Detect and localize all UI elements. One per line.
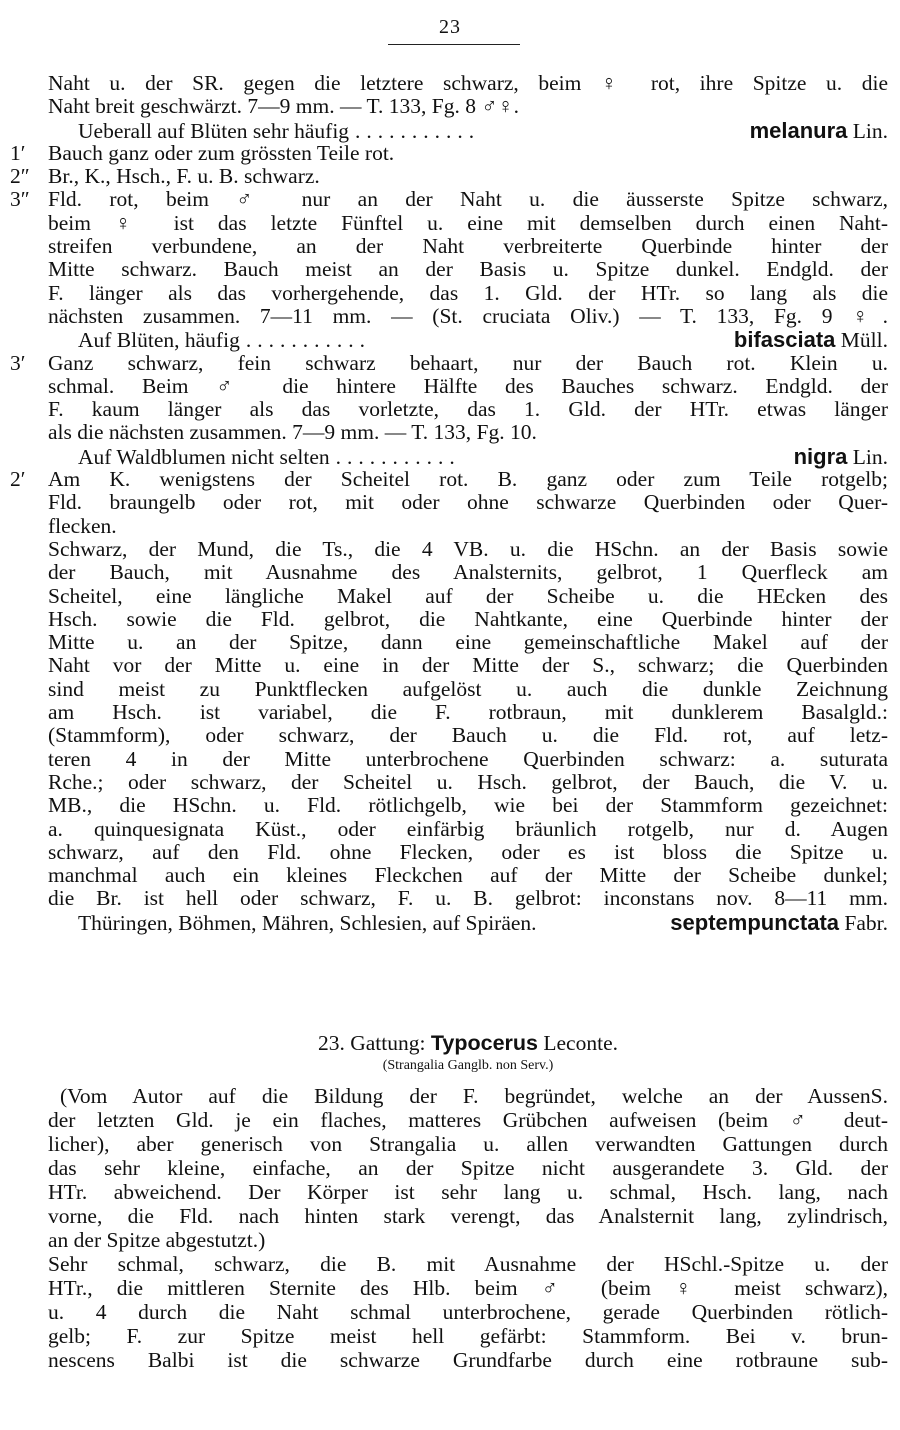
text-line: flecken. [48, 513, 117, 538]
text-line: Naht u. der SR. gegen die letztere schwarz, beim ♀ rot, ihre Spitze u. die [48, 71, 888, 95]
text-line: an der Spitze abgestutzt.) [48, 1228, 266, 1252]
text-line: Schwarz, der Mund, die Ts., die 4 VB. u. die HSchn. an der Basis sowie [48, 536, 888, 561]
text-line: Naht vor der Mitte u. eine in der Mitte der S., schwarz; die Querbinden [48, 653, 888, 678]
text-line: Mitte u. an der Spitze, dann eine gemeinschaftliche Makel auf der [48, 630, 888, 655]
text-line: schmal. Beim ♂ die hintere Hälfte des Bauches schwarz. Endgld. der [48, 373, 888, 398]
genus-synonym: (Strangalia Ganglb. non Serv.) [382, 1058, 554, 1074]
genus-prefix: 23. Gattung: [317, 1031, 426, 1055]
text-line: die Br. ist hell oder schwarz, F. u. B. gelbrot: inconstans nov. 8—11 mm. [48, 886, 888, 911]
text-line: beim ♀ ist das letzte Fünftel u. eine mit demselben durch einen Naht- [48, 210, 888, 235]
genus-author: Leconte. [543, 1031, 618, 1055]
species-name: bifasciata [733, 327, 836, 353]
text-line: HTr., die mittleren Sternite des Hlb. beim ♂ (beim ♀ meist schwarz), [48, 1276, 888, 1300]
species-author: Lin. [852, 118, 888, 143]
text-line: u. 4 durch die Naht schmal unterbrochene, gerade Querbinden rötlich- [48, 1300, 888, 1324]
species-line [48, 119, 888, 142]
text-line: schwarz, auf den Fld. ohne Flecken, oder es ist bloss die Spitze u. [48, 839, 888, 864]
species-author: Lin. [852, 444, 888, 469]
dot-leader: ........... [335, 445, 461, 469]
key-text: Br., K., Hsch., F. u. B. schwarz. [48, 164, 320, 189]
text-line: MB., die HSchn. u. Fld. rötlichgelb, wie bei der Stammform gezeichnet: [48, 793, 888, 818]
text-line: a. quinquesignata Küst., oder einfärbig bräunlich rotgelb, nur d. Augen [48, 816, 888, 841]
genus-description [48, 1084, 888, 1372]
text-line: (Stammform), oder schwarz, der Bauch u. die Fld. rot, auf letz- [48, 723, 888, 748]
text-line: Mitte schwarz. Bauch meist an der Basis u. Spitze dunkel. Endgld. der [48, 257, 888, 282]
text-line: sind meist zu Punktflecken aufgelöst u. auch die dunkle Zeichnung [48, 676, 888, 701]
key-text: Ganz schwarz, fein schwarz behaart, nur der Bauch rot. Klein u. [48, 350, 888, 375]
text-line: als die nächsten zusammen. 7—9 mm. — T. 133, Fg. 10. [48, 420, 537, 445]
text-line: F. kaum länger als das vorletzte, das 1. Gld. der HTr. etwas länger [48, 397, 888, 422]
text-line: der letzten Gld. je ein flaches, matteres Grübchen aufweisen (beim ♂ deut- [48, 1108, 888, 1132]
page-number: 23 [439, 16, 461, 38]
species-name: septempunctata [670, 909, 840, 935]
text-line: vorne, die Fld. nach hinten stark verengt, das Analsternit lang, zylindrisch, [48, 1204, 888, 1228]
key-line [10, 467, 888, 492]
species-author: Müll. [840, 328, 888, 353]
text-line: F. länger als das vorhergehende, das 1. Gld. der HTr. so lang als die [48, 280, 888, 305]
key-line [10, 164, 888, 189]
text-line: Scheitel, eine längliche Makel auf der Scheibe u. die HEcken des [48, 583, 888, 608]
key-line [10, 350, 888, 375]
text-line: teren 4 in der Mitte unterbrochene Querbinden schwarz: a. suturata [48, 746, 888, 771]
key-block [10, 71, 888, 935]
genus-heading [48, 1032, 888, 1077]
genus-name: Typocerus [430, 1031, 538, 1055]
key-line [10, 140, 888, 165]
key-text: Fld. rot, beim ♂ nur an der Naht u. die äusserste Spitze schwarz, [48, 187, 888, 212]
key-text: Bauch ganz oder zum grössten Teile rot. [48, 140, 395, 165]
key-label: 2′ [10, 467, 26, 492]
habitat-text: Auf Waldblumen nicht selten [78, 444, 330, 469]
text-line: Sehr schmal, schwarz, die B. mit Ausnahme der HSchl.-Spitze u. der [48, 1252, 888, 1276]
text-line: der Bauch, mit Ausnahme des Analsternits, gelbrot, 1 Querfleck am [48, 560, 888, 585]
text-line: Naht breit geschwärzt. 7—9 mm. — T. 133, Fg. 8 ♂♀. [48, 94, 519, 119]
text-line: Rche.; oder schwarz, der Scheitel u. Hsch. gelbrot, der Bauch, die V. u. [48, 769, 888, 794]
species-line [48, 328, 888, 351]
text-line: nächsten zusammen. 7—11 mm. — (St. cruciata Oliv.) — T. 133, Fg. 9 ♀. [48, 303, 888, 328]
dot-leader: ........... [245, 329, 371, 353]
text-line: HTr. abweichend. Der Körper ist sehr lang u. schmal, Hsch. lang, nach [48, 1180, 888, 1204]
key-label: 2″ [10, 164, 30, 189]
dot-leader: ........... [355, 119, 481, 143]
habitat-text: Auf Blüten, häufig [78, 328, 240, 353]
text-line: gelb; F. zur Spitze meist hell gefärbt: Stammform. Bei v. brun- [48, 1324, 888, 1348]
key-label: 3″ [10, 187, 30, 212]
text-line: licher), aber generisch von Strangalia u. allen verwandten Gattungen durch [48, 1132, 888, 1156]
text-line: am Hsch. ist variabel, die F. rotbraun, mit dunklerem Basalgld.: [48, 700, 888, 725]
key-label: 1′ [10, 140, 26, 165]
key-line [10, 187, 888, 212]
text-line: Hsch. sowie die Fld. gelbrot, die Nahtkante, eine Querbinde hinter der [48, 606, 888, 631]
text-line: das sehr kleine, einfache, an der Spitze nicht ausgerandete 3. Gld. der [48, 1156, 888, 1180]
species-line [48, 911, 888, 934]
text-line: manchmal auch ein kleines Fleckchen auf der Mitte der Scheibe dunkel; [48, 863, 888, 888]
habitat-text: Ueberall auf Blüten sehr häufig [78, 118, 350, 143]
text-line: streifen verbundene, an der Naht verbreiterte Querbinde hinter der [48, 234, 888, 259]
text-line: (Vom Autor auf die Bildung der F. begründet, welche an der AussenS. [60, 1084, 888, 1108]
header-rule [388, 44, 520, 45]
key-text: Am K. wenigstens der Scheitel rot. B. ganz oder zum Teile rotgelb; [48, 467, 888, 492]
text-line: nescens Balbi ist die schwarze Grundfarbe durch eine rotbraune sub- [48, 1348, 888, 1372]
key-label: 3′ [10, 350, 26, 375]
species-line [48, 445, 888, 468]
species-name: nigra [793, 443, 848, 469]
genus-title [48, 1032, 888, 1055]
species-author: Fabr. [844, 910, 888, 935]
habitat-text: Thüringen, Böhmen, Mähren, Schlesien, auf Spiräen. [78, 910, 537, 935]
species-name: melanura [749, 117, 848, 143]
text-line: Fld. braungelb oder rot, mit oder ohne schwarze Querbinden oder Quer- [48, 490, 888, 515]
